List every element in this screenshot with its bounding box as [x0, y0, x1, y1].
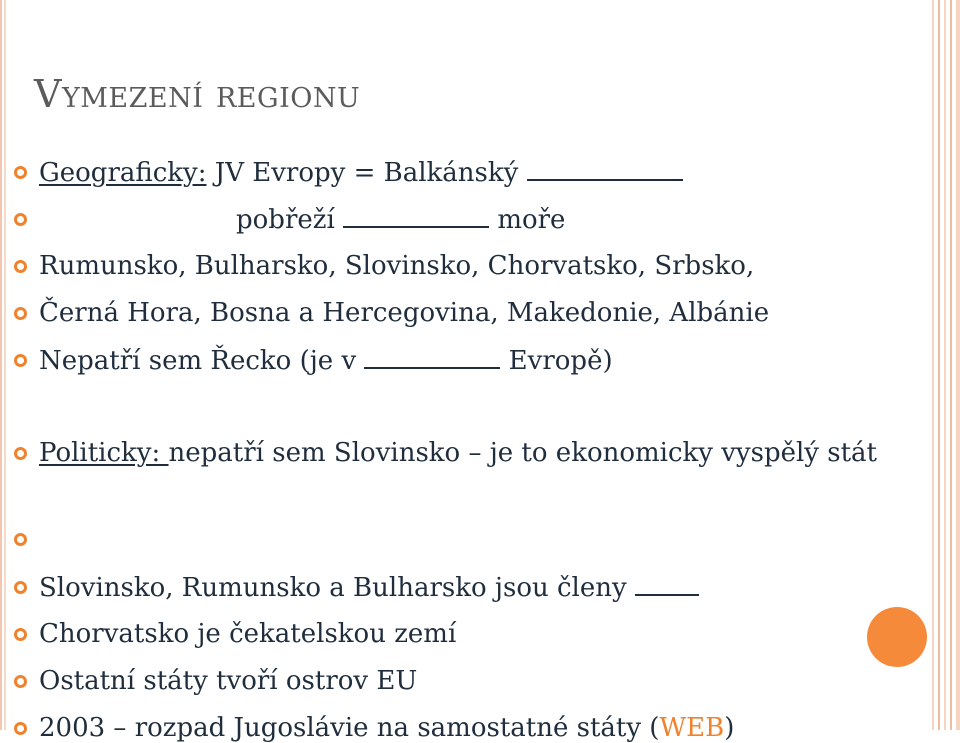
web-link[interactable]: WEB [659, 713, 725, 743]
bullet-text-2: Evropě) [508, 346, 613, 376]
bullet-text: Chorvatsko je čekatelskou zemí [39, 619, 457, 649]
bullet-circle-icon [14, 675, 27, 688]
right-decorative-border [926, 0, 960, 730]
fill-in-blank [635, 572, 699, 596]
bullet-text: Ostatní státy tvoří ostrov EU [39, 666, 418, 696]
bullet-text: JV Evropy = Balkánský [206, 158, 519, 188]
bullet-circle-icon [14, 533, 27, 546]
bullet-text: Rumunsko, Bulharsko, Slovinsko, Chorvatsko, Srbsko, [39, 251, 755, 281]
bullet-text-2: ) [724, 713, 735, 743]
bullet-label: Politicky: [39, 438, 169, 468]
bullet-circle-icon [14, 213, 27, 226]
fill-in-blank [343, 204, 489, 228]
fill-in-blank [364, 345, 500, 369]
bullet-circle-icon [14, 628, 27, 641]
bullet-label: Geograficky: [39, 158, 207, 188]
decorative-orange-circle [867, 607, 927, 667]
bullet-circle-icon [14, 307, 27, 320]
bullet-circle-icon [14, 722, 27, 735]
bullet-circle-icon [14, 260, 27, 273]
fill-in-blank [527, 157, 683, 181]
bullet-circle-icon [14, 354, 27, 367]
bullet-text: 2003 – rozpad Jugoslávie na samostatné státy ( [39, 713, 660, 743]
bullet-circle-icon [14, 581, 27, 594]
bullet-circle-icon [14, 447, 27, 460]
bullet-circle-icon [14, 166, 27, 179]
bullet-text: nepatří sem Slovinsko – je to ekonomicky vyspělý stát [168, 438, 877, 468]
bullet-text: Nepatří sem Řecko (je v [39, 346, 357, 376]
left-decorative-border [0, 0, 8, 730]
bullet-text: Černá Hora, Bosna a Hercegovina, Makedonie, Albánie [39, 298, 770, 328]
bullet-text: Slovinsko, Rumunsko a Bulharsko jsou členy [39, 573, 627, 603]
bullet-text: pobřeží [236, 205, 335, 235]
bullet-text-2: moře [497, 205, 566, 235]
slide-title: Vymezení regionu [34, 72, 361, 116]
